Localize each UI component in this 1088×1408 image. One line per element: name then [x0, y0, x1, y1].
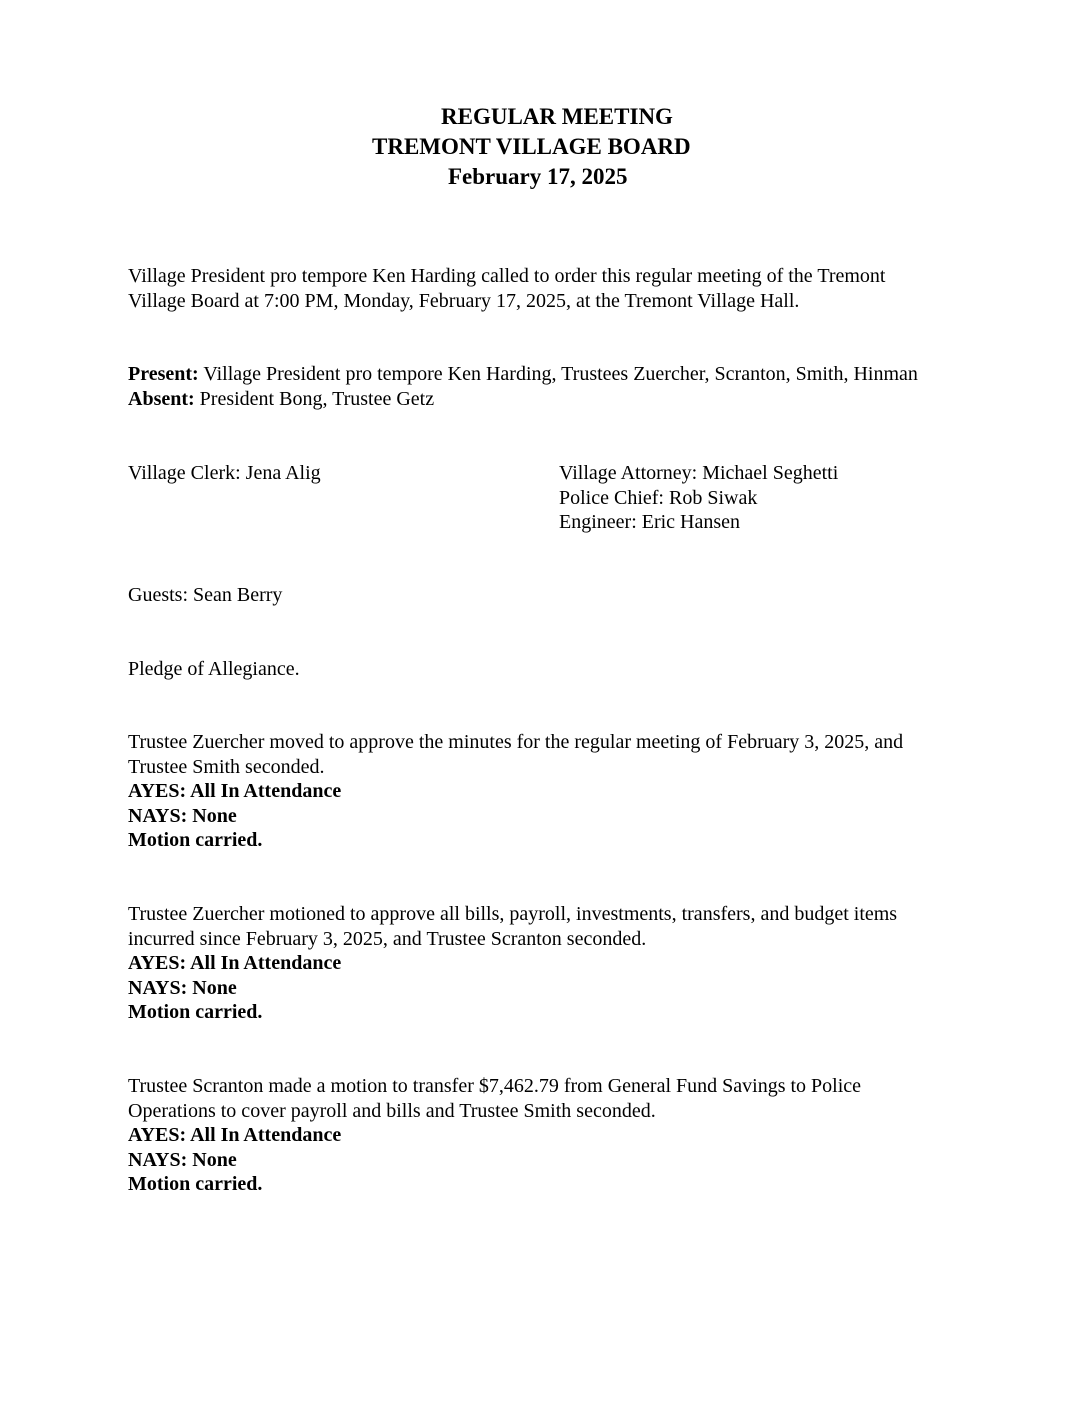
present-text: Village President pro tempore Ken Harding, Trustees Zuercher, Scranton, Smith, Hinman — [198, 363, 918, 385]
attendance-paragraph — [128, 362, 1008, 411]
present-label: Present: — [128, 363, 199, 385]
meeting-date-heading: February 17, 2025 — [448, 164, 628, 189]
absent-text: President Bong, Trustee Getz — [194, 387, 435, 410]
guests-line: Guests: Sean Berry — [128, 584, 283, 606]
engineer: Engineer: Eric Hansen — [559, 511, 741, 533]
motion-transfer — [128, 1074, 1008, 1197]
motion-text-line: Operations to cover payroll and bills and Trustee Smith seconded. — [128, 1099, 656, 1122]
motion-result: Motion carried. — [128, 1001, 263, 1023]
board-name-heading: TREMONT VILLAGE BOARD — [372, 134, 691, 159]
police-chief: Police Chief: Rob Siwak — [559, 486, 758, 509]
meeting-type-heading: REGULAR MEETING — [441, 104, 673, 129]
call-to-order-line: Village President pro tempore Ken Harding called to order this regular meeting of the Tremont — [128, 265, 886, 287]
village-clerk: Village Clerk: Jena Alig — [128, 462, 321, 484]
nays-line: NAYS: None — [128, 804, 237, 827]
ayes-line: AYES: All In Attendance — [128, 1124, 342, 1146]
motion-result: Motion carried. — [128, 829, 263, 851]
present-line — [128, 362, 1008, 387]
nays-line: NAYS: None — [128, 1148, 237, 1171]
motion-result: Motion carried. — [128, 1173, 263, 1195]
ayes-line: AYES: All In Attendance — [128, 952, 342, 974]
nays-line: NAYS: None — [128, 976, 237, 999]
motion-minutes — [128, 730, 1008, 853]
motion-text-line: incurred since February 3, 2025, and Trustee Scranton seconded. — [128, 927, 647, 950]
pledge-line: Pledge of Allegiance. — [128, 658, 300, 680]
call-to-order-line: Village Board at 7:00 PM, Monday, February 17, 2025, at the Tremont Village Hall. — [128, 289, 800, 312]
motion-text-line: Trustee Zuercher moved to approve the minutes for the regular meeting of February 3, 2025, and — [128, 731, 904, 753]
motion-text-line: Trustee Smith seconded. — [128, 755, 325, 778]
absent-label: Absent: — [128, 387, 195, 410]
call-to-order-paragraph — [128, 264, 1008, 313]
motion-bills — [128, 902, 1008, 1025]
village-attorney: Village Attorney: Michael Seghetti — [559, 462, 839, 484]
officials-list — [559, 461, 838, 535]
motion-text-line: Trustee Zuercher motioned to approve all bills, payroll, investments, transfers, and budget items — [128, 903, 898, 925]
absent-line — [128, 387, 1008, 412]
ayes-line: AYES: All In Attendance — [128, 780, 342, 802]
motion-text-line: Trustee Scranton made a motion to transfer $7,462.79 from General Fund Savings to Police — [128, 1075, 862, 1097]
